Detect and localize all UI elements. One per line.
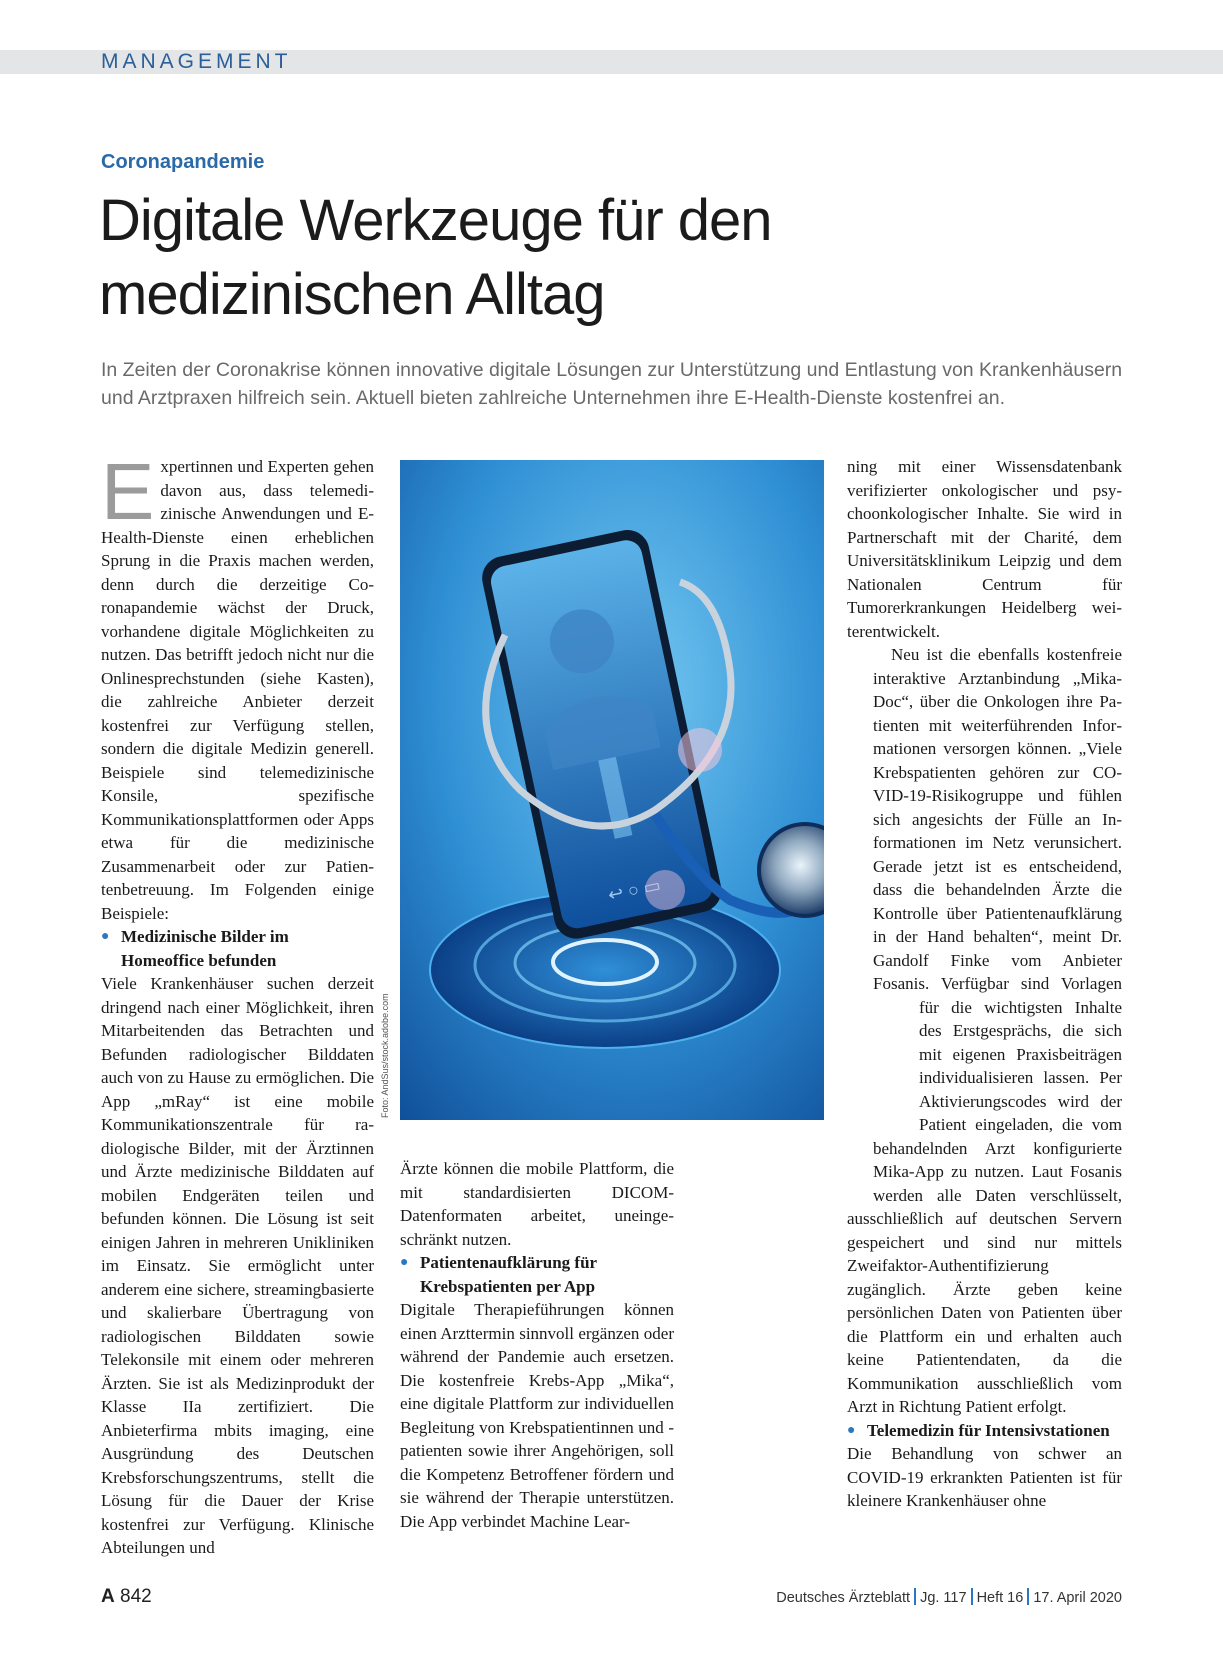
subheading-bullet: ● Telemedizin für Intensivstationen bbox=[847, 1419, 1122, 1443]
photo-credit: Foto: AndSus/stock.adobe.com bbox=[380, 993, 390, 1118]
journal-name: Deutsches Ärzteblatt bbox=[776, 1590, 911, 1606]
subheading-bullet: ● Medizinische Bilder im Homeoffice befunden bbox=[101, 925, 374, 972]
article-photo bbox=[400, 460, 824, 1120]
separator bbox=[971, 1588, 973, 1605]
page-prefix: A bbox=[101, 1586, 115, 1607]
body-paragraph: Die Behandlung von schwer an COVID-19 erkrankten Patienten ist für kleinere Krankenhäuser ohne bbox=[847, 1444, 1122, 1510]
text-column-1 bbox=[101, 447, 374, 1560]
separator bbox=[1027, 1588, 1029, 1605]
body-paragraph: Neu ist die ebenfalls kostenfreie interaktive Arztanbindung „Mika-Doc“, über die Onkologen ihre Patienten mit weiterführenden Informationen versorgen können. „Viele Krebspatienten gehören zur COVID-19-Risikogruppe und fühlen sich angesichts der Fülle an Informationen im Netz verunsichert. Gerade jetzt ist es entscheidend, dass die behandelnden Ärzte die Kontrolle über Patientenaufklärung in der Hand behalten“, meint Dr. Gandolf Finke vom Anbieter Fosanis. Verfügbar sind Vorlagen für die wichtigsten Inhalte des Erstgesprächs, die sich mit eigenen Praxisbeiträgen individualisieren lassen. Per Aktivierungscodes wird der Patient eingeladen, die vom behandelnden Arzt konfigurierte Mika-App zu nutzen. Laut Fosanis werden alle Daten verschlüsselt, ausschließlich auf deutschen Servern gespeichert und sind nur mittels Zweifaktor-Authentifizierung zugänglich. Ärzte geben keine persönlichen Daten von Patienten über die Plattform ein und erhalten auch keine Patientendaten, da die Kommunikation ausschließlich vom Arzt in Richtung Patient erfolgt. bbox=[847, 645, 1122, 1416]
body-paragraph: Ärzte können die mobile Plattform, die mit standardisierten DICOM-Datenformaten arbeitet, uneingeschränkt nutzen. bbox=[400, 1159, 674, 1249]
drop-cap: E bbox=[101, 447, 155, 536]
journal-date: 17. April 2020 bbox=[1033, 1590, 1122, 1606]
body-paragraph: ning mit einer Wissensdatenbank verifizierter onkologischer und psychoonkologischer Inhalte. Sie wird in Partnerschaft mit der Charité, dem Universitätsklinikum Leipzig und dem Nationalen Centrum für Tumorerkrankungen Heidelberg weiterentwickelt. bbox=[847, 457, 1122, 641]
text-column-2 bbox=[400, 1157, 674, 1533]
article-lead: In Zeiten der Coronakrise können innovative digitale Lösungen zur Unterstützung und Entlastung von Krankenhäusern und Arztpraxen hilfreich sein. Aktuell bieten zahlreiche Unternehmen ihre E-Health-Dienste kostenfrei an. bbox=[101, 359, 1123, 409]
subheading-bullet: ● Patientenaufklärung für Krebspatienten per App bbox=[400, 1251, 674, 1298]
smartphone-stethoscope-illustration bbox=[400, 460, 824, 1120]
separator bbox=[914, 1588, 916, 1605]
article-kicker: Coronapandemie bbox=[101, 151, 265, 173]
journal-issue: Heft 16 bbox=[976, 1590, 1024, 1606]
svg-text:↩ ○ ▭: ↩ ○ ▭ bbox=[606, 874, 663, 906]
body-paragraph: xpertinnen und Experten gehen davon aus, dass telemedizinische Anwendungen und E-Health-Dienste einen erheblichen Sprung in die Praxis machen werden, denn durch die derzeitige Coronapandemie wächst der Druck, vorhandene digitale Möglichkeiten zu nutzen. Das betrifft jedoch nicht nur die Onlinesprechstunden (siehe Kasten), die zahlreiche Anbieter derzeit kostenfrei zur Verfügung stellen, sondern die digitale Medizin generell. Beispiele sind telemedizinische Konsile, spezifische Kommunikationsplattformen oder Apps etwa für die medizinische Zusammenarbeit oder zur Patientenbetreuung. Im Folgenden einige Beispiele: bbox=[101, 457, 374, 923]
wrap-spacer bbox=[847, 1127, 873, 1187]
wrap-spacer bbox=[847, 1002, 919, 1127]
journal-volume: Jg. 117 bbox=[920, 1590, 967, 1606]
text-column-3 bbox=[847, 455, 1122, 1513]
body-paragraph: Viele Krankenhäuser suchen derzeit dringend nach einer Möglichkeit, ihren Mitarbeitenden das Betrachten und Befunden radiologischer Bilddaten auch von zu Hause zu ermöglichen. Die App „mRay“ ist eine mobile Kommunikationszentrale für radiologische Bilder, mit der Ärztinnen und Ärzte medizinische Bilddaten auf mobilen Endgeräten teilen und befunden können. Die Lösung ist seit einigen Jahren in mehreren Unikliniken im Einsatz. Sie ermöglicht unter anderem eine sichere, streamingbasierte und skalierbare Übertragung von radiologischen Bilddaten sowie Telekonsile mit einem oder mehreren Ärzten. Sie ist als Medizinprodukt der Klasse IIa zertifiziert. Die Anbieterfirma mbits imaging, eine Ausgründung des Deutschen Krebsforschungszentrums, stellt die Lösung für die Dauer der Krise kostenfrei zur Verfügung. Klinische Abteilungen und bbox=[101, 974, 374, 1557]
section-label: MANAGEMENT bbox=[101, 50, 292, 73]
page-number-value: 842 bbox=[120, 1586, 152, 1607]
body-paragraph: Digitale Therapieführungen können einen Arzttermin sinnvoll ergänzen oder während der Pandemie auch ersetzen. Die kostenfreie Krebs-App „Mika“, eine digitale Plattform zur individuellen Begleitung von Krebspatientinnen und -patienten sowie ihrer Angehörigen, soll die Kompetenz Betroffener fördern und sie während der Therapie unterstützen. Die App verbindet Machine Lear- bbox=[400, 1300, 674, 1531]
article-title: Digitale Werkzeuge für den medizinischen Alltag bbox=[99, 188, 772, 327]
journal-info bbox=[760, 1588, 1122, 1606]
page-number bbox=[101, 1586, 152, 1608]
